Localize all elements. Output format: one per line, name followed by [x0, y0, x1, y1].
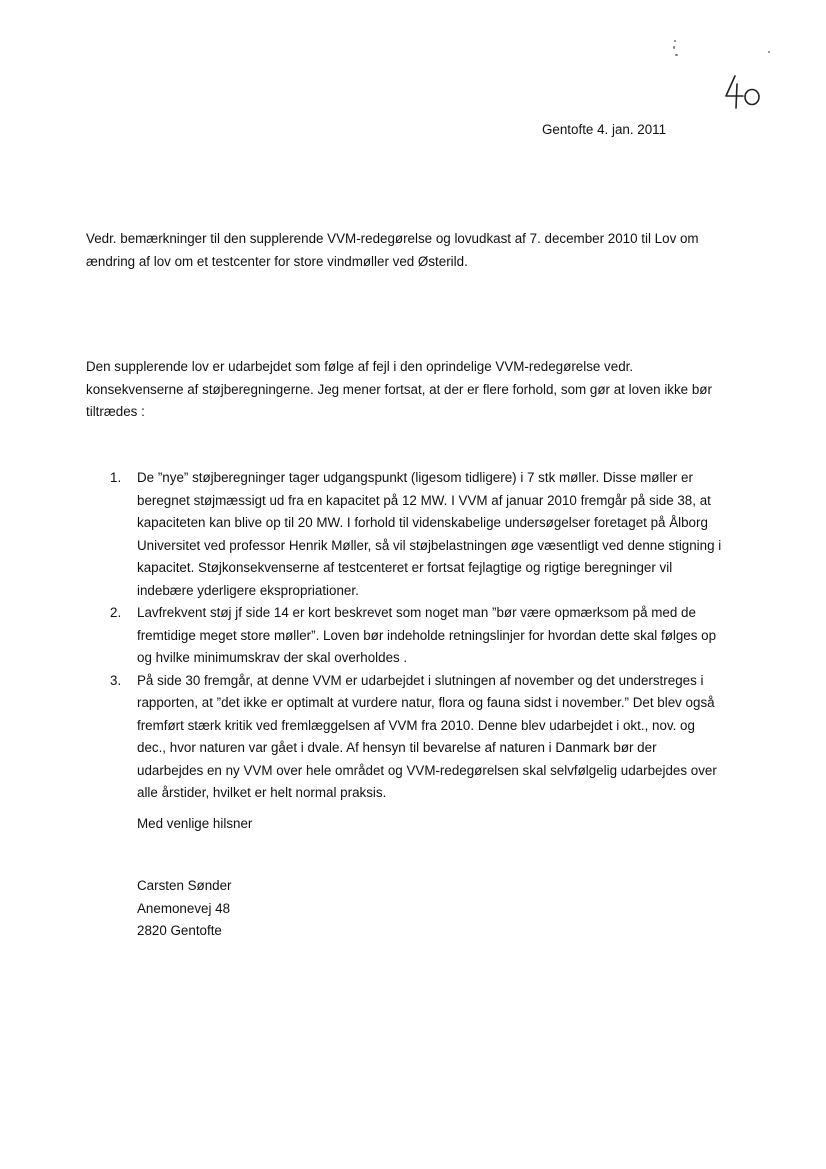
scan-speck	[675, 54, 678, 56]
intro-line: Den supplerende lov er udarbejdet som følge af fejl i den oprindelige VVM-redegørelse vedr.	[86, 359, 634, 374]
list-item	[110, 602, 800, 670]
list-line: Universitet ved professor Henrik Møller, så vil støjbelastningen øge væsentligt ved denne stigning i	[137, 537, 722, 553]
list-number: 3.	[110, 672, 122, 688]
list-line: beregnet støjmæssigt ud fra en kapacitet på 12 MW. I VVM af januar 2010 fremgår på side 38, at	[137, 492, 711, 508]
intro-paragraph	[86, 356, 712, 424]
signature-block	[137, 875, 232, 943]
closing-greeting: Med venlige hilsner	[137, 816, 253, 831]
sender-street: Anemonevej 48	[137, 900, 231, 916]
list-line: fremtidige meget store møller”. Loven bør indeholde retningslinjer for hvordan dette skal følges op	[137, 627, 717, 643]
scan-speck	[673, 46, 675, 49]
letter-date: Gentofte 4. jan. 2011	[542, 122, 667, 137]
subject-line: ændring af lov om et testcenter for store vindmøller ved Østerild.	[86, 253, 468, 269]
list-line: dec., hvor naturen var gået i dvale. Af hensyn til bevarelse af naturen i Danmark bør der	[137, 740, 657, 755]
list-line: rapporten, at ”det ikke er optimalt at vurdere natur, flora og fauna sidst i november.” Det blev også	[137, 695, 715, 710]
subject-line: Vedr. bemærkninger til den supplerende VVM-redegørelse og lovudkast af 7. december 2010 til Lov om	[86, 231, 699, 246]
list-line: og hvilke minimumskrav der skal overholdes .	[137, 650, 408, 665]
list-line: alle årstider, hvilket er helt normal praksis.	[137, 785, 387, 800]
list-line: kapaciteten kan blive op til 20 MW. I forhold til videnskabelige undersøgelser foretaget på Ålborg	[137, 515, 708, 530]
scan-speck	[768, 51, 770, 53]
handwritten-page-number	[722, 70, 766, 114]
sender-city: 2820 Gentofte	[137, 923, 222, 938]
list-line: Lavfrekvent støj jf side 14 er kort beskrevet som noget man ”bør være opmærksom på med de	[137, 605, 696, 620]
intro-line: tiltrædes :	[86, 404, 145, 419]
list-item	[110, 670, 800, 805]
list-line: På side 30 fremgår, at denne VVM er udarbejdet i slutningen af november og det understreges i	[137, 672, 704, 688]
sender-name: Carsten Sønder	[137, 878, 232, 893]
intro-line: konsekvenserne af støjberegningerne. Jeg mener fortsat, at der er flere forhold, som gør at loven ikke bør	[86, 381, 712, 397]
list-item	[110, 467, 800, 602]
scan-speck	[674, 40, 676, 42]
list-number: 1.	[110, 470, 122, 485]
list-line: indebære yderligere ekspropriationer.	[137, 582, 359, 598]
list-line: De ”nye” støjberegninger tager udgangspunkt (ligesom tidligere) i 7 stk møller. Disse møller er	[137, 470, 693, 485]
list-line: fremført stærk kritik ved fremlæggelsen af VVM fra 2010. Denne blev udarbejdet i okt., nov. og	[137, 717, 695, 733]
points-list	[110, 467, 800, 805]
subject-block	[86, 228, 699, 273]
list-line: udarbejdes en ny VVM over hele området og VVM-redegørelsen skal selvfølgelig udarbejdes over	[137, 762, 717, 778]
list-number: 2.	[110, 605, 122, 620]
list-line: kapacitet. Støjkonsekvenserne af testcenteret er fortsat fejlagtige og rigtige beregninger vil	[137, 560, 673, 575]
